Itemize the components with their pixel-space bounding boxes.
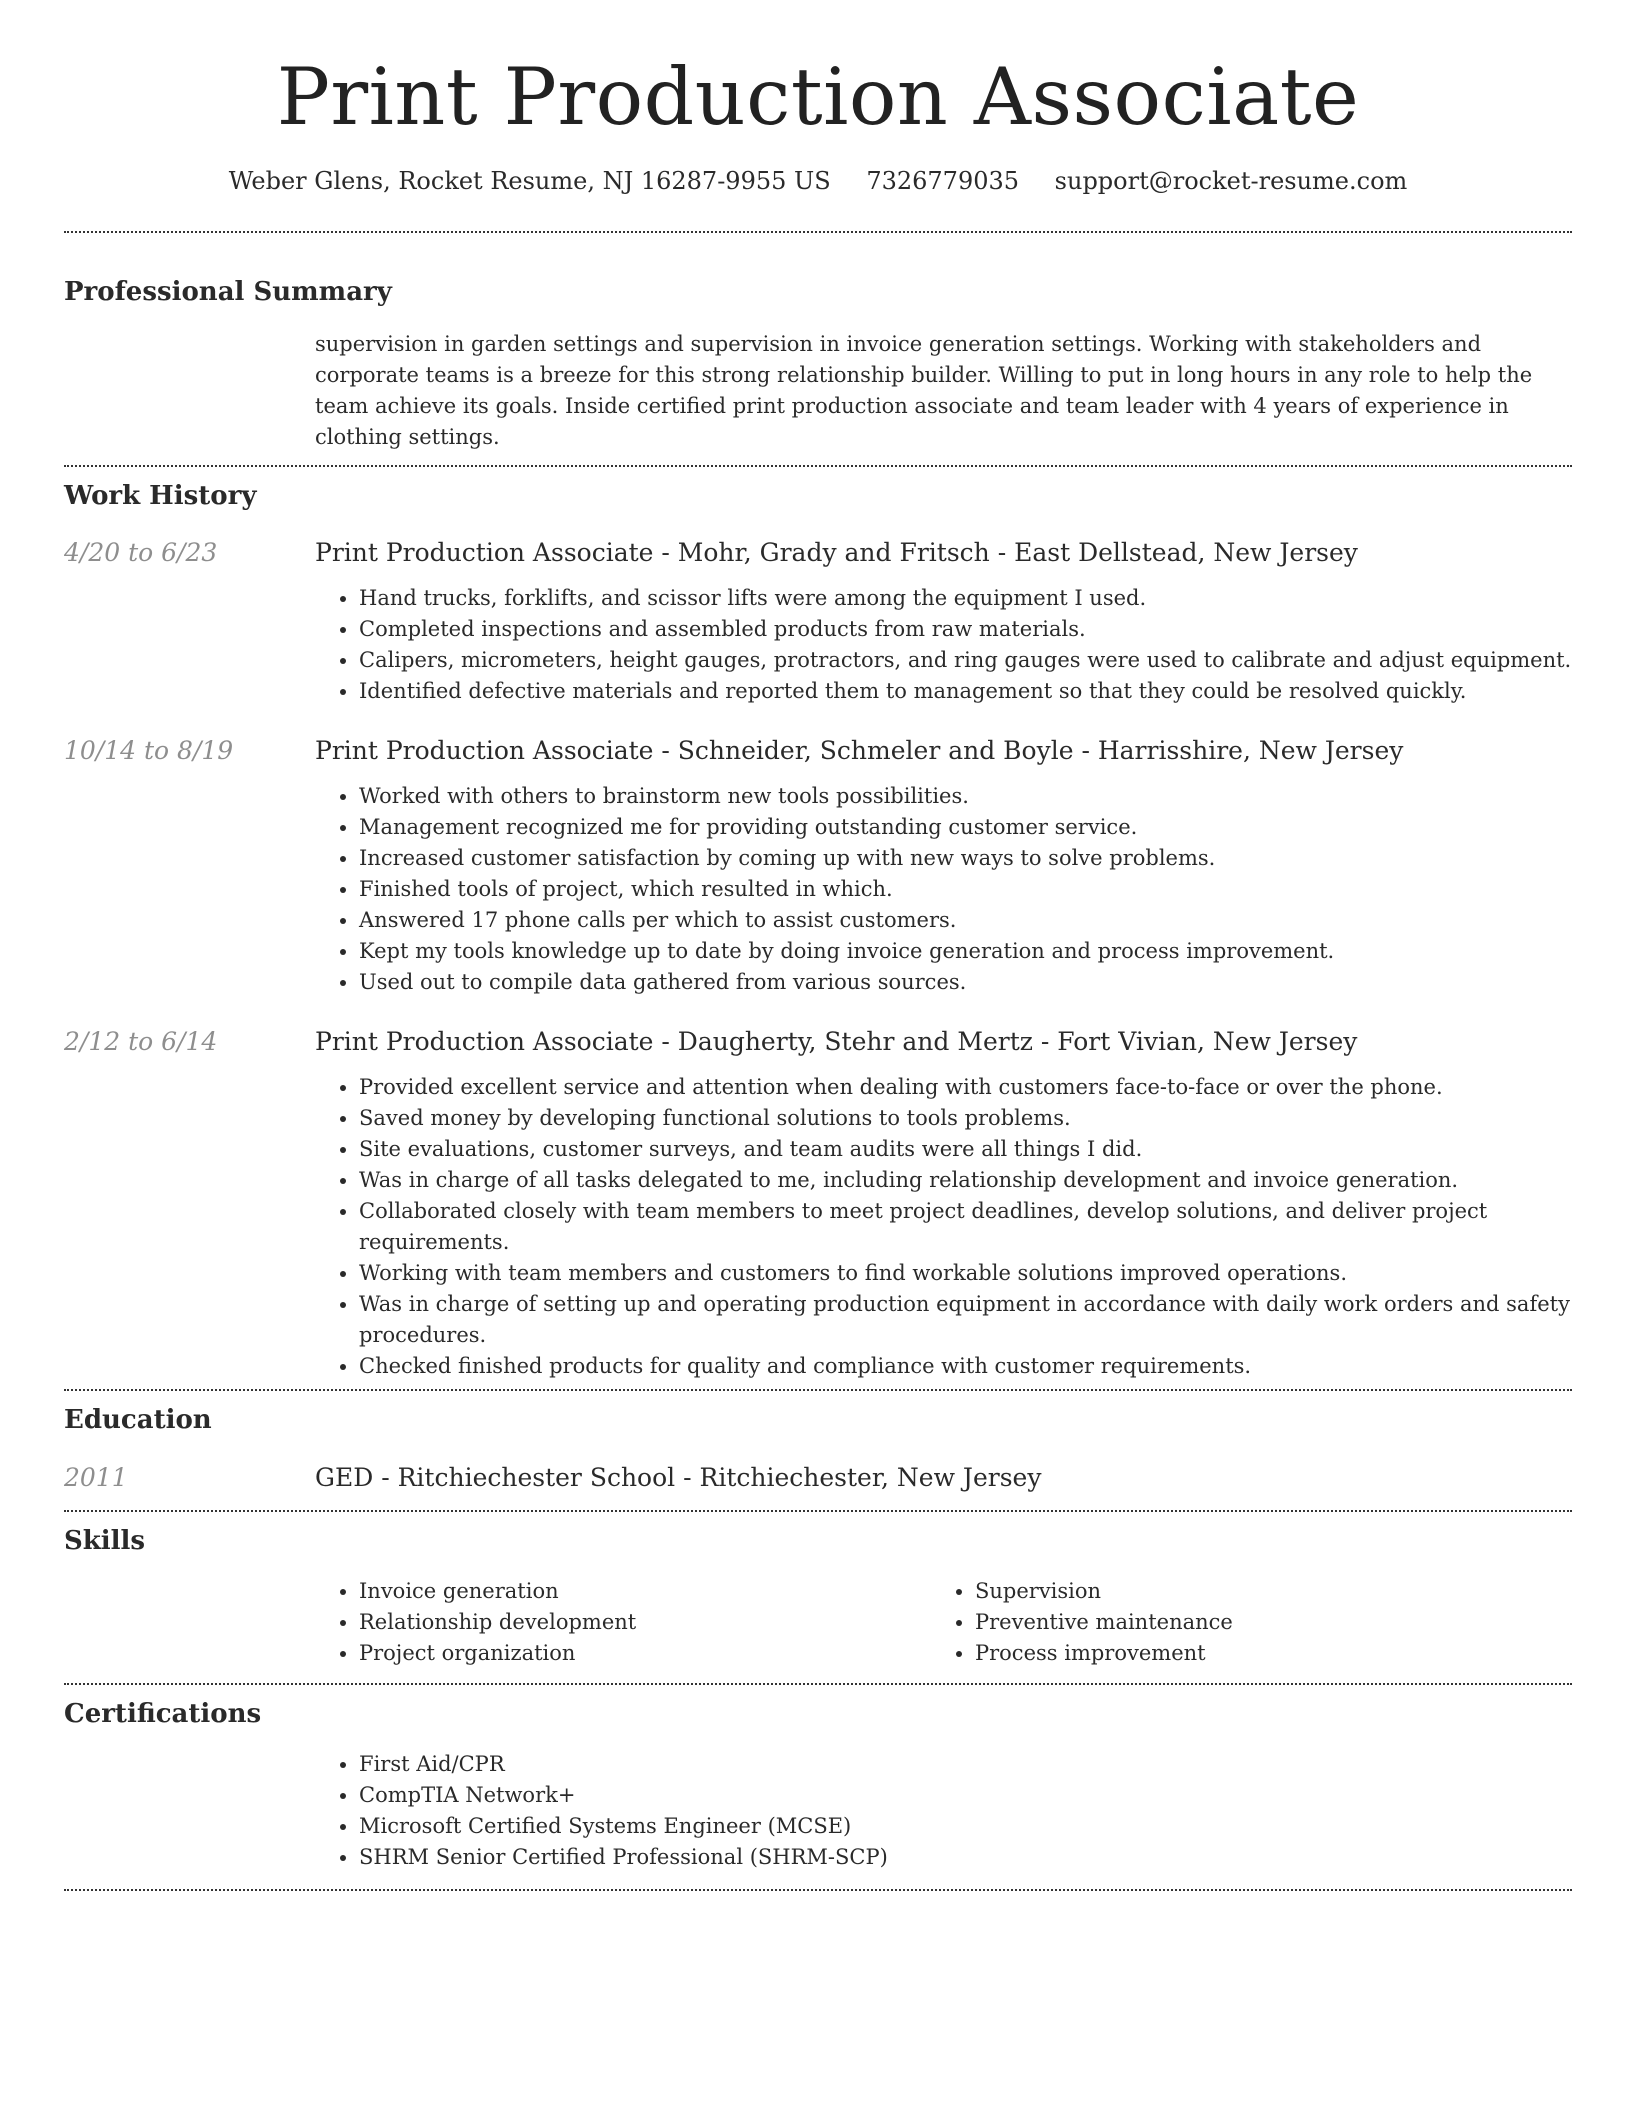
- certifications-list: [315, 1749, 1572, 1873]
- divider: [64, 1389, 1572, 1391]
- summary-text: supervision in garden settings and supervision in invoice generation settings. Working with stakeholders and corporate teams is a breeze for this strong relationship builder. Willing to put in long hours in any role to help the team achieve its goals. Inside certified print production associate and team leader with 4 years of experience in clothing settings.: [315, 331, 1533, 449]
- list-item: • Worked with others to brainstorm new tools possibilities.: [359, 781, 1572, 812]
- divider: [64, 465, 1572, 467]
- skills-section: [64, 1525, 1572, 1669]
- job-bullets: [315, 583, 1572, 707]
- education-entry: [64, 1463, 1572, 1492]
- contact-line: [64, 167, 1572, 195]
- contact-address: Weber Glens, Rocket Resume, NJ 16287-9955 US: [228, 166, 831, 195]
- list-item: • Checked finished products for quality and compliance with customer requirements.: [359, 1351, 1572, 1382]
- job-entry: [64, 1027, 1572, 1382]
- job-entry: [64, 736, 1572, 998]
- list-item: • Identified defective materials and reported them to management so that they could be resolved quickly.: [359, 676, 1572, 707]
- section-title-education: Education: [64, 1404, 212, 1435]
- list-item: • Completed inspections and assembled products from raw materials.: [359, 614, 1572, 645]
- list-item: • Used out to compile data gathered from various sources.: [359, 967, 1572, 998]
- job-title: Print Production Associate - Daugherty, Stehr and Mertz - Fort Vivian, New Jersey: [315, 1026, 1358, 1056]
- list-item: • Preventive maintenance: [975, 1607, 1547, 1638]
- job-title: Print Production Associate - Schneider, Schmeler and Boyle - Harrisshire, New Jersey: [315, 735, 1404, 765]
- list-item: • Saved money by developing functional solutions to tools problems.: [359, 1103, 1572, 1134]
- skills-list-left: [315, 1576, 931, 1669]
- list-item: • Hand trucks, forklifts, and scissor lifts were among the equipment I used.: [359, 583, 1572, 614]
- list-item: • Invoice generation: [359, 1576, 931, 1607]
- section-title-summary: Professional Summary: [64, 276, 392, 307]
- education-detail: GED - Ritchiechester School - Ritchiechester, New Jersey: [315, 1462, 1042, 1492]
- list-item: • Process improvement: [975, 1638, 1547, 1669]
- education-section: [64, 1404, 1572, 1492]
- section-title-work-history: Work History: [64, 480, 257, 511]
- candidate-name: Print Production Associate: [276, 51, 1360, 143]
- list-item: • Finished tools of project, which resulted in which.: [359, 874, 1572, 905]
- list-item: • Management recognized me for providing outstanding customer service.: [359, 812, 1572, 843]
- summary-section: [64, 276, 1572, 453]
- section-title-certifications: Certifications: [64, 1698, 262, 1729]
- divider: [64, 1510, 1572, 1512]
- list-item: • Microsoft Certified Systems Engineer (MCSE): [359, 1811, 1572, 1842]
- list-item: • Collaborated closely with team members to meet project deadlines, develop solutions, and deliver project requirements.: [359, 1196, 1572, 1258]
- list-item: • Kept my tools knowledge up to date by doing invoice generation and process improvement.: [359, 936, 1572, 967]
- job-dates: 2/12 to 6/14: [64, 1026, 218, 1056]
- certifications-section: [64, 1698, 1572, 1873]
- job-entry: [64, 538, 1572, 707]
- list-item: • Provided excellent service and attention when dealing with customers face-to-face or over the phone.: [359, 1072, 1572, 1103]
- job-title: Print Production Associate - Mohr, Grady and Fritsch - East Dellstead, New Jersey: [315, 537, 1358, 567]
- list-item: • Calipers, micrometers, height gauges, protractors, and ring gauges were used to calibrate and adjust equipment.: [359, 645, 1572, 676]
- section-title-skills: Skills: [64, 1525, 146, 1556]
- divider: [64, 231, 1572, 233]
- list-item: • First Aid/CPR: [359, 1749, 1572, 1780]
- resume-page: [64, 0, 1572, 1891]
- list-item: • Was in charge of setting up and operating production equipment in accordance with daily work orders and safety procedures.: [359, 1289, 1572, 1351]
- list-item: • CompTIA Network+: [359, 1780, 1572, 1811]
- job-bullets: [315, 781, 1572, 998]
- job-dates: 10/14 to 8/19: [64, 735, 234, 765]
- list-item: • Increased customer satisfaction by coming up with new ways to solve problems.: [359, 843, 1572, 874]
- list-item: • Working with team members and customers to find workable solutions improved operations.: [359, 1258, 1572, 1289]
- skills-list-right: [931, 1576, 1547, 1669]
- education-year: 2011: [64, 1462, 128, 1492]
- job-bullets: [315, 1072, 1572, 1382]
- divider: [64, 1889, 1572, 1891]
- list-item: • SHRM Senior Certified Professional (SHRM-SCP): [359, 1842, 1572, 1873]
- list-item: • Project organization: [359, 1638, 931, 1669]
- contact-email[interactable]: support@rocket-resume.com: [1054, 166, 1408, 195]
- divider: [64, 1683, 1572, 1685]
- list-item: • Site evaluations, customer surveys, and team audits were all things I did.: [359, 1134, 1572, 1165]
- list-item: • Was in charge of all tasks delegated to me, including relationship development and invoice generation.: [359, 1165, 1572, 1196]
- contact-phone: 7326779035: [866, 166, 1020, 195]
- list-item: • Answered 17 phone calls per which to assist customers.: [359, 905, 1572, 936]
- list-item: • Relationship development: [359, 1607, 931, 1638]
- job-dates: 4/20 to 6/23: [64, 537, 218, 567]
- list-item: • Supervision: [975, 1576, 1547, 1607]
- work-history-section: [64, 480, 1572, 1382]
